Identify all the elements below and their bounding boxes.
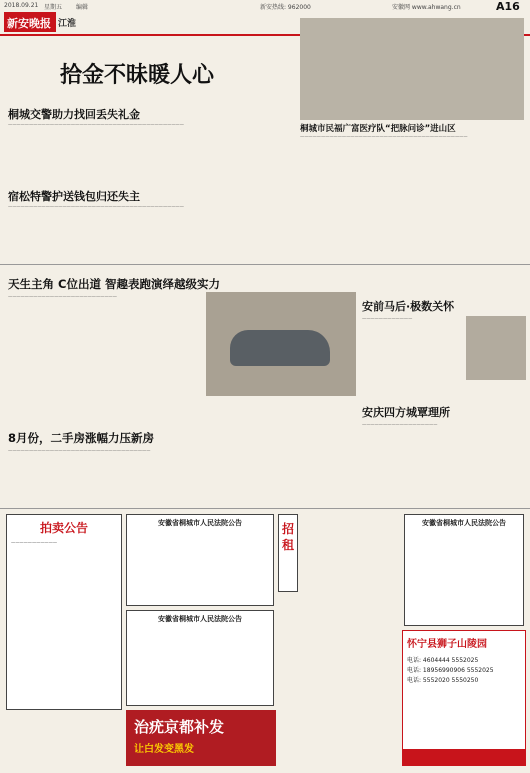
lead-title: 拾金不昧暖人心 bbox=[60, 62, 215, 88]
promo-bar bbox=[403, 749, 526, 765]
right-body-2: —————————————————— bbox=[362, 422, 438, 427]
house-title: 8月份，二手房涨幅力压新房 bbox=[8, 431, 155, 445]
car-shape bbox=[230, 330, 330, 366]
page-tag: A16 bbox=[496, 0, 520, 13]
lead-sub1: 桐城交警助力找回丢失礼金 bbox=[8, 108, 140, 121]
promo-phone: 电话: 4604444 5552025 bbox=[407, 657, 479, 664]
promo-title: 怀宁县狮子山陵园 bbox=[407, 639, 487, 650]
date-line: 2018.09.21 bbox=[4, 2, 39, 9]
recruit-title: 招租 bbox=[282, 522, 295, 552]
weekday: 星期五 bbox=[44, 4, 63, 11]
lead-body-2: —————————————————————————————————————————— bbox=[8, 204, 184, 209]
court-box-3 bbox=[404, 514, 524, 626]
side-body: ———————————————————————————————————————— bbox=[300, 134, 468, 139]
lead-body-1: —————————————————————————————————————————— bbox=[8, 122, 184, 127]
promo-ad bbox=[402, 630, 526, 766]
fair-sub: 让白发变黑发 bbox=[134, 744, 194, 755]
brand-sub: 江淮 bbox=[58, 19, 77, 29]
auction-box: 拍卖公告 ——————————— bbox=[6, 514, 122, 710]
side-title: 桐城市民福广富医疗队“把脉问诊”进山区 bbox=[300, 124, 456, 134]
section-rule bbox=[0, 264, 530, 265]
court-box-1 bbox=[126, 514, 274, 606]
editor-label: 编辑 bbox=[76, 4, 89, 11]
promo-phone-3: 电话: 5552020 5550250 bbox=[407, 677, 479, 684]
right-title-2: 安庆四方城覃理所 bbox=[362, 406, 450, 419]
right-title-1: 安前马后·极数关怀 bbox=[362, 300, 455, 313]
lead-photo bbox=[300, 18, 524, 120]
car-body: —————————————————————————— bbox=[8, 294, 117, 299]
court-title-1: 安徽省桐城市人民法院公告 bbox=[158, 519, 242, 527]
court-box-2 bbox=[126, 610, 274, 706]
court-title-3: 安徽省桐城市人民法院公告 bbox=[422, 519, 506, 527]
fair-ad bbox=[126, 710, 276, 766]
recruit-box bbox=[278, 514, 298, 592]
classifieds-rule bbox=[0, 508, 530, 509]
house-body: —————————————————————————————————— bbox=[8, 448, 151, 453]
brand: 新安晚报 bbox=[7, 17, 51, 30]
brand-logo bbox=[4, 12, 56, 32]
fair-title: 治疣京都补发 bbox=[134, 718, 225, 736]
promo-phone-2: 电话: 18956990906 5552025 bbox=[407, 667, 494, 674]
auction-title: 拍卖公告 bbox=[39, 521, 88, 535]
right-photo bbox=[466, 316, 526, 380]
court-title-2: 安徽省桐城市人民法院公告 bbox=[158, 615, 242, 623]
car-title: 天生主角 C位出道 智趣表跑演绎越级实力 bbox=[8, 277, 220, 291]
lead-sub2: 宿松特警护送钱包归还失主 bbox=[8, 190, 140, 203]
right-body-1: ———————————— bbox=[362, 316, 413, 321]
site: 安徽网 www.ahwang.cn bbox=[392, 4, 461, 11]
hotline: 新安热线: 962000 bbox=[260, 4, 311, 11]
